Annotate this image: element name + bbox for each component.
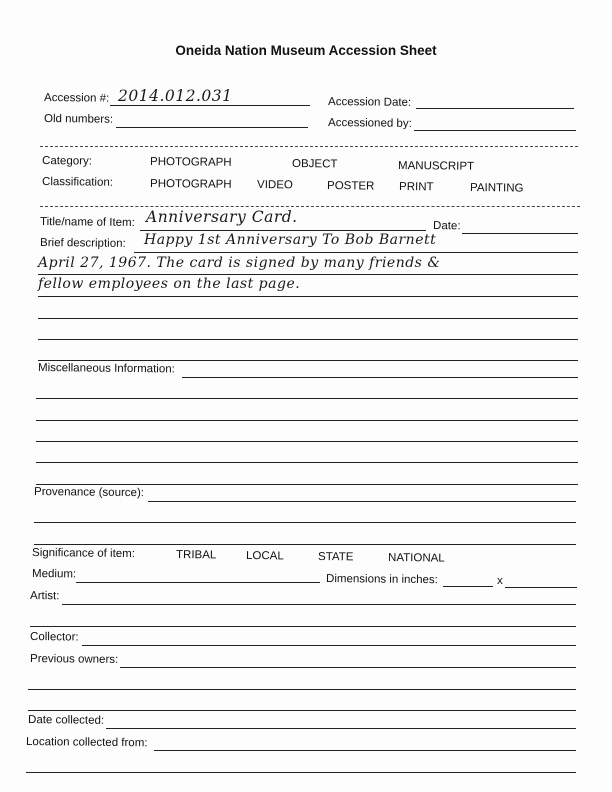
accessioned-by-label: Accessioned by: [328, 117, 412, 130]
section-divider [40, 206, 580, 207]
classification-video: VIDEO [257, 179, 293, 192]
previous-owners-line [28, 689, 576, 690]
provenance-line [34, 522, 576, 523]
previous-owners-label: Previous owners: [30, 653, 119, 666]
title-label: Title/name of Item: [40, 216, 135, 229]
dimensions-height-line [505, 587, 577, 588]
accession-date-label: Accession Date: [328, 96, 412, 109]
title-value: Anniversary Card. [146, 208, 298, 226]
significance-label: Significance of item: [32, 547, 136, 561]
misc-line [36, 398, 578, 399]
location-collected-line [26, 772, 576, 773]
classification-label: Classification: [42, 176, 114, 189]
old-numbers-label: Old numbers: [44, 113, 114, 126]
collector-label: Collector: [30, 631, 79, 644]
category-label: Category: [42, 155, 92, 168]
accession-number-line [110, 105, 310, 106]
significance-tribal: TRIBAL [176, 549, 217, 562]
description-line [134, 252, 578, 253]
medium-label: Medium: [32, 568, 77, 581]
date-line [462, 233, 578, 234]
date-collected-line [106, 728, 576, 729]
accession-number-value: 2014.012.031 [118, 87, 233, 105]
provenance-line [34, 544, 576, 545]
accession-number-label: Accession #: [44, 92, 110, 105]
misc-label: Miscellaneous Information: [38, 362, 175, 376]
description-line [38, 360, 578, 361]
provenance-label: Provenance (source): [34, 486, 145, 500]
significance-state: STATE [318, 551, 354, 564]
previous-owners-line [120, 667, 576, 668]
classification-photograph: PHOTOGRAPH [150, 178, 232, 191]
page-title: Oneida Nation Museum Accession Sheet [175, 43, 437, 58]
location-collected-label: Location collected from: [26, 736, 148, 750]
description-line [38, 318, 578, 319]
artist-label: Artist: [30, 590, 60, 603]
artist-line [62, 604, 576, 605]
brief-description-line-3: fellow employees on the last page. [38, 276, 301, 292]
dimensions-separator: x [497, 575, 503, 588]
accession-date-line [416, 108, 574, 109]
category-photograph: PHOTOGRAPH [150, 156, 232, 169]
significance-national: NATIONAL [388, 552, 445, 565]
title-line [140, 230, 426, 231]
description-line [38, 296, 578, 297]
dimensions-width-line [443, 586, 493, 587]
location-collected-line [154, 750, 576, 751]
misc-line [36, 462, 578, 463]
classification-poster: POSTER [327, 180, 375, 193]
brief-description-line-1: Happy 1st Anniversary To Bob Barnett [144, 232, 437, 248]
provenance-line [148, 501, 576, 502]
brief-description-line-2: April 27, 1967. The card is signed by many friends & [38, 255, 441, 271]
misc-line [36, 441, 578, 442]
category-manuscript: MANUSCRIPT [398, 160, 475, 173]
artist-line [30, 626, 576, 627]
brief-description-label: Brief description: [40, 237, 126, 250]
misc-line [36, 484, 578, 485]
previous-owners-line [28, 710, 576, 711]
misc-line [182, 377, 578, 378]
misc-line [36, 420, 578, 421]
significance-local: LOCAL [246, 550, 284, 563]
dimensions-label: Dimensions in inches: [326, 573, 438, 587]
section-divider [40, 146, 578, 147]
classification-painting: PAINTING [470, 182, 524, 195]
description-line [38, 339, 578, 340]
collector-line [82, 645, 576, 646]
classification-print: PRINT [399, 181, 434, 194]
date-label: Date: [433, 220, 461, 233]
date-collected-label: Date collected: [28, 714, 105, 727]
description-line [38, 274, 578, 275]
medium-line [76, 582, 320, 583]
old-numbers-line [116, 127, 308, 128]
category-object: OBJECT [292, 158, 338, 171]
accessioned-by-line [414, 130, 576, 131]
